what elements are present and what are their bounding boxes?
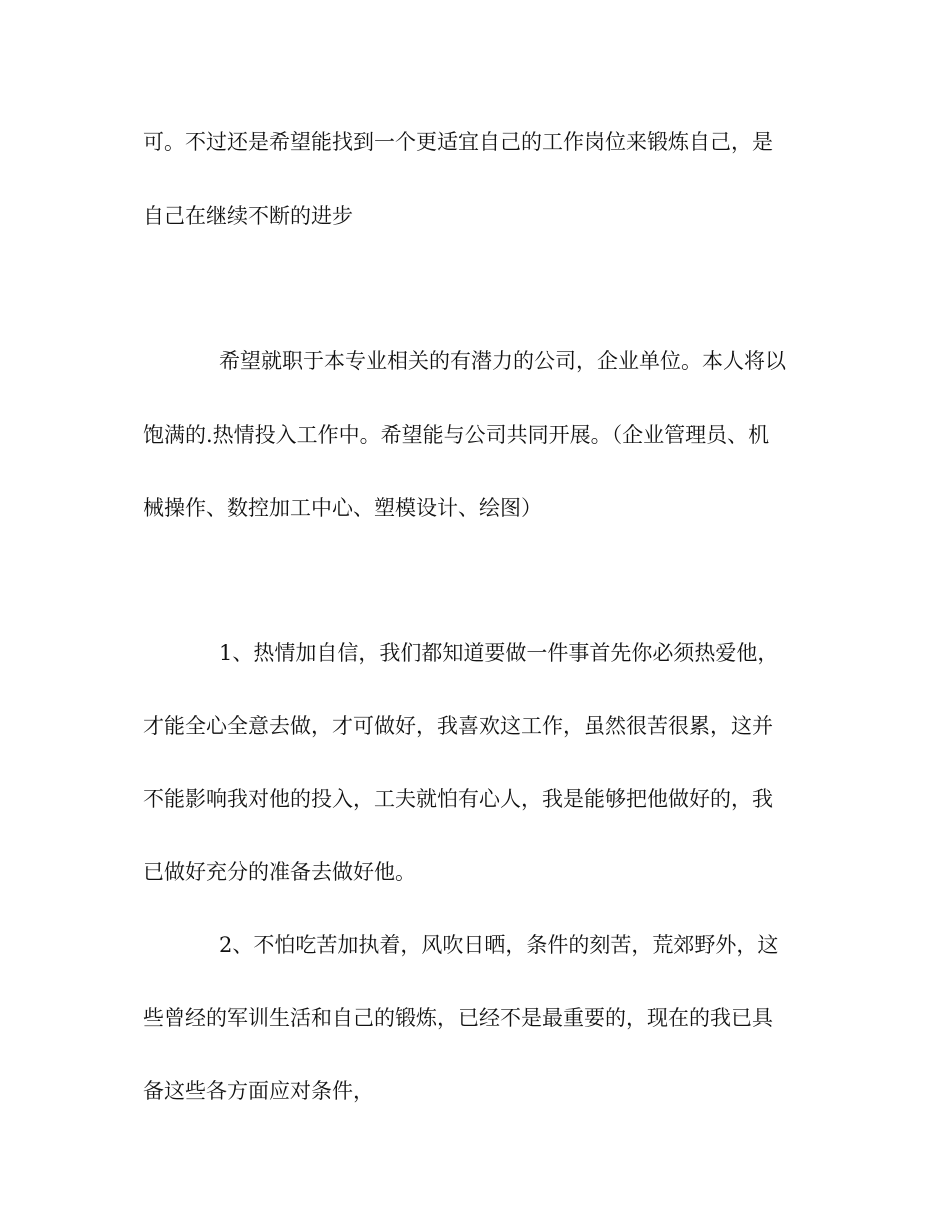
paragraph-3-line-4: 已做好充分的准备去做好他。 xyxy=(143,860,416,884)
paragraph-2-line-3: 械操作、数控加工中心、塑模设计、绘图） xyxy=(143,496,542,520)
paragraph-2-line-1: 希望就职于本专业相关的有潜力的公司，企业单位。本人将以 xyxy=(219,349,786,373)
paragraph-3-line-2: 才能全心全意去做，才可做好，我喜欢这工作，虽然很苦很累，这并 xyxy=(143,714,773,738)
paragraph-4-line-1: 2、不怕吃苦加执着，风吹日晒，条件的刻苦，荒郊野外，这 xyxy=(219,933,779,957)
paragraph-3-line-3: 不能影响我对他的投入，工夫就怕有心人，我是能够把他做好的，我 xyxy=(143,787,773,811)
paragraph-4-line-3: 备这些各方面应对条件， xyxy=(143,1079,374,1103)
paragraph-3-line-1: 1、热情加自信，我们都知道要做一件事首先你必须热爱他， xyxy=(219,641,779,665)
paragraph-1-line-1: 可。不过还是希望能找到一个更适宜自己的工作岗位来锻炼自己，是 xyxy=(143,130,773,154)
paragraph-1-line-2: 自己在继续不断的进步 xyxy=(143,204,353,228)
paragraph-4-line-2: 些曾经的军训生活和自己的锻炼，已经不是最重要的，现在的我已具 xyxy=(143,1006,773,1030)
paragraph-2-line-2: 饱满的.热情投入工作中。希望能与公司共同开展。（企业管理员、机 xyxy=(143,423,770,447)
